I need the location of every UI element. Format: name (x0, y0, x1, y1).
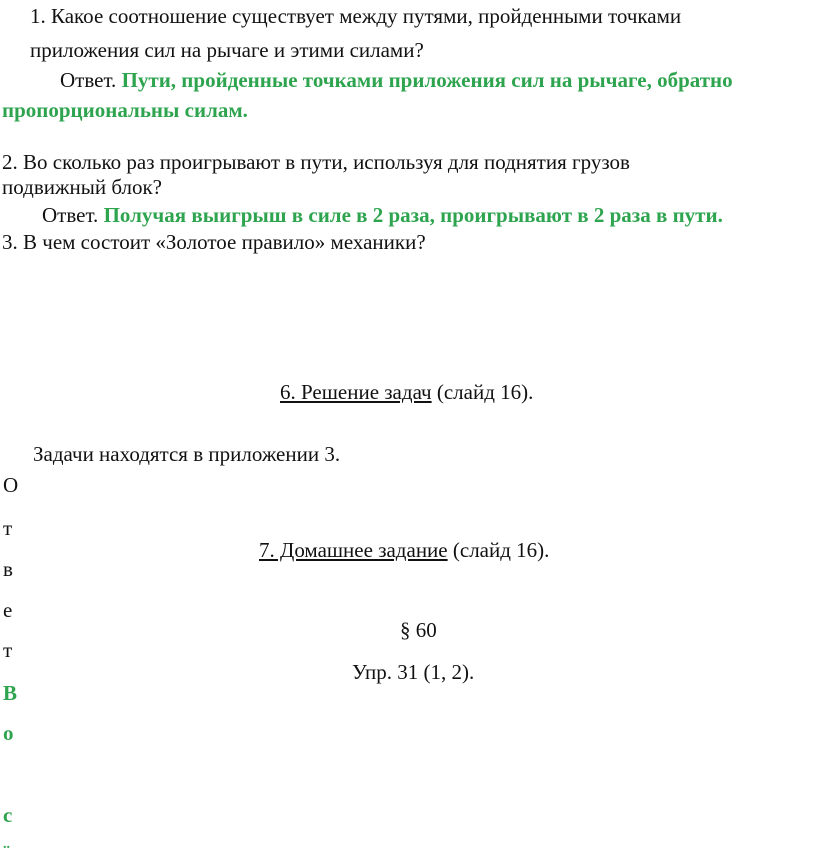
question-1-line-2: приложения сил на рычаге и этими силами? (30, 38, 424, 62)
question-1-line-1: 1. Какое соотношение существует между путями, пройденными точками (30, 4, 682, 28)
homework-paragraph: § 60 (400, 618, 437, 642)
vertical-char-cut: .. (3, 837, 10, 852)
answer-text: Пути, пройденные точками приложения сил на рычаге, обратно (121, 68, 733, 92)
vertical-char: т (3, 516, 13, 540)
question-1-answer (60, 68, 733, 93)
question-2-answer (42, 203, 723, 228)
question-2-line-1: 2. Во сколько раз проигрывают в пути, используя для поднятия грузов (2, 150, 630, 174)
section-6-slide: (слайд 16). (431, 380, 534, 404)
question-2-line-2: подвижный блок? (2, 175, 162, 199)
section-6-note: Задачи находятся в приложении 3. (33, 442, 341, 466)
answer-label: Ответ. (60, 68, 117, 92)
section-7-slide: (слайд 16). (447, 538, 550, 562)
vertical-char: о (3, 721, 14, 745)
question-1-answer-continuation: пропорциональны силам. (2, 98, 248, 122)
vertical-char: О (3, 473, 19, 497)
section-7-title: 7. Домашнее задание (259, 538, 448, 562)
homework-exercise: Упр. 31 (1, 2). (352, 660, 475, 684)
section-6-heading (280, 380, 533, 405)
section-7-heading (259, 538, 549, 563)
vertical-char: е (3, 598, 13, 622)
vertical-char: т (3, 638, 13, 662)
answer-label: Ответ. (42, 203, 99, 227)
question-3: 3. В чем состоит «Золотое правило» механики? (2, 230, 426, 254)
answer-text: Получая выигрыш в силе в 2 раза, проигрывают в 2 раза в пути. (103, 203, 723, 227)
vertical-char: в (3, 557, 13, 581)
vertical-char: с (3, 803, 13, 827)
section-6-title: 6. Решение задач (280, 380, 432, 404)
vertical-char: В (3, 681, 18, 705)
